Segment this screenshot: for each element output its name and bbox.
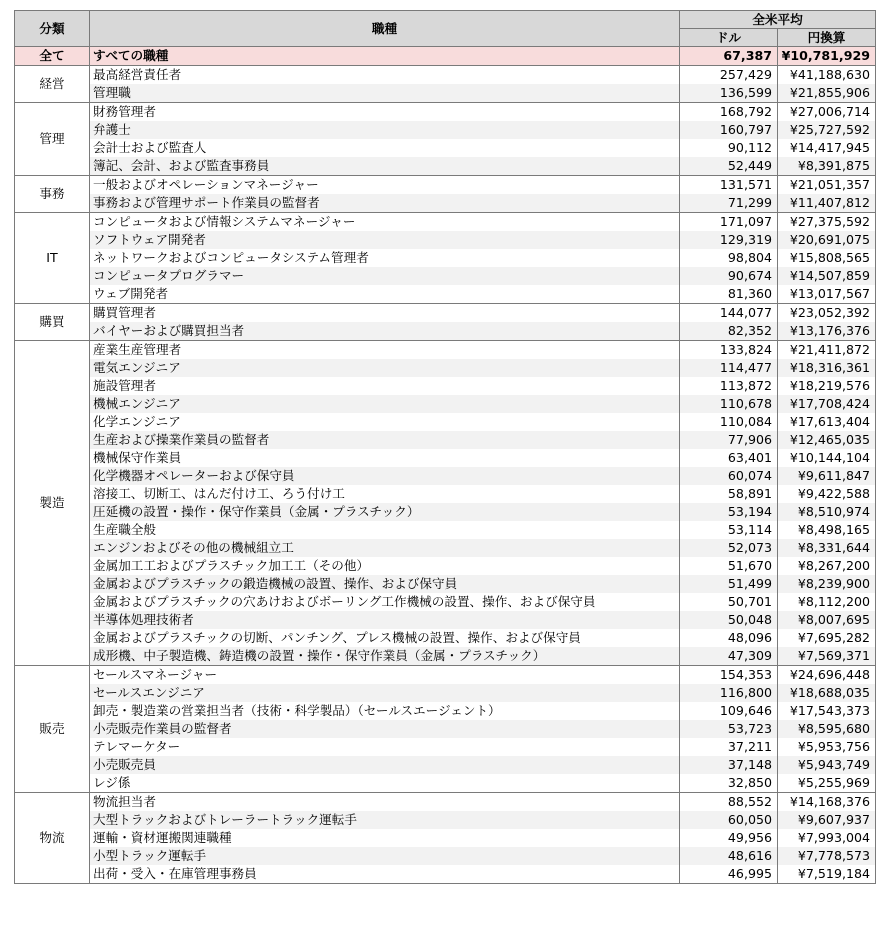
jpy-cell: ¥41,188,630: [778, 66, 876, 85]
table-row: [15, 103, 876, 122]
usd-cell: 53,723: [680, 720, 778, 738]
job-cell: 管理職: [90, 84, 680, 103]
job-cell: 一般およびオペレーションマネージャー: [90, 176, 680, 195]
usd-cell: 46,995: [680, 865, 778, 884]
usd-cell: 98,804: [680, 249, 778, 267]
jpy-cell: ¥14,507,859: [778, 267, 876, 285]
job-cell: 大型トラックおよびトレーラートラック運転手: [90, 811, 680, 829]
table-row: [15, 793, 876, 812]
table-body: [15, 47, 876, 884]
usd-cell: 60,074: [680, 467, 778, 485]
table-row: [15, 557, 876, 575]
usd-header: ドル: [680, 29, 778, 47]
category-cell: 物流: [15, 793, 90, 884]
jpy-cell: ¥21,855,906: [778, 84, 876, 103]
job-cell: 溶接工、切断工、はんだ付け工、ろう付け工: [90, 485, 680, 503]
table-row: [15, 213, 876, 232]
usd-cell: 160,797: [680, 121, 778, 139]
table-row: [15, 684, 876, 702]
job-cell: 産業生産管理者: [90, 341, 680, 360]
table-row: [15, 593, 876, 611]
salary-table-container: [14, 10, 876, 884]
job-cell: 小型トラック運転手: [90, 847, 680, 865]
table-row: [15, 157, 876, 176]
total-category: 全て: [15, 47, 90, 66]
jpy-cell: ¥7,778,573: [778, 847, 876, 865]
jpy-cell: ¥10,144,104: [778, 449, 876, 467]
table-row: [15, 395, 876, 413]
job-cell: 化学エンジニア: [90, 413, 680, 431]
usd-cell: 110,678: [680, 395, 778, 413]
jpy-cell: ¥9,607,937: [778, 811, 876, 829]
table-row: [15, 738, 876, 756]
jpy-cell: ¥7,569,371: [778, 647, 876, 666]
job-cell: コンピュータおよび情報システムマネージャー: [90, 213, 680, 232]
jpy-cell: ¥21,411,872: [778, 341, 876, 360]
table-row: [15, 756, 876, 774]
jpy-cell: ¥8,239,900: [778, 575, 876, 593]
job-cell: 小売販売作業員の監督者: [90, 720, 680, 738]
jpy-cell: ¥18,219,576: [778, 377, 876, 395]
jpy-cell: ¥23,052,392: [778, 304, 876, 323]
job-cell: 卸売・製造業の営業担当者（技術・科学製品）（セールスエージェント）: [90, 702, 680, 720]
table-row: [15, 176, 876, 195]
jpy-cell: ¥13,017,567: [778, 285, 876, 304]
jpy-cell: ¥25,727,592: [778, 121, 876, 139]
usd-cell: 51,499: [680, 575, 778, 593]
usd-cell: 116,800: [680, 684, 778, 702]
job-cell: 運輸・資材運搬関連職種: [90, 829, 680, 847]
table-row: [15, 539, 876, 557]
table-row: [15, 285, 876, 304]
table-row: [15, 647, 876, 666]
job-cell: 物流担当者: [90, 793, 680, 812]
table-row: [15, 66, 876, 85]
job-cell: 簿記、会計、および監査事務員: [90, 157, 680, 176]
jpy-cell: ¥5,953,756: [778, 738, 876, 756]
jpy-cell: ¥8,007,695: [778, 611, 876, 629]
job-cell: 生産および操業作業員の監督者: [90, 431, 680, 449]
usd-cell: 53,114: [680, 521, 778, 539]
jpy-cell: ¥7,695,282: [778, 629, 876, 647]
table-row: [15, 811, 876, 829]
job-cell: 事務および管理サポート作業員の監督者: [90, 194, 680, 213]
jpy-cell: ¥18,316,361: [778, 359, 876, 377]
jpy-cell: ¥15,808,565: [778, 249, 876, 267]
job-cell: 半導体処理技術者: [90, 611, 680, 629]
job-cell: コンピュータプログラマー: [90, 267, 680, 285]
job-cell: エンジンおよびその他の機械組立工: [90, 539, 680, 557]
job-cell: 化学機器オペレーターおよび保守員: [90, 467, 680, 485]
usd-cell: 60,050: [680, 811, 778, 829]
table-row: [15, 249, 876, 267]
usd-cell: 37,148: [680, 756, 778, 774]
jpy-cell: ¥8,510,974: [778, 503, 876, 521]
table-row: [15, 231, 876, 249]
jpy-cell: ¥8,391,875: [778, 157, 876, 176]
jpy-cell: ¥27,006,714: [778, 103, 876, 122]
job-cell: テレマーケター: [90, 738, 680, 756]
jpy-cell: ¥7,519,184: [778, 865, 876, 884]
usd-cell: 53,194: [680, 503, 778, 521]
table-row: [15, 194, 876, 213]
average-header: 全米平均: [680, 11, 876, 29]
job-cell: 成形機、中子製造機、鋳造機の設置・操作・保守作業員（金属・プラスチック）: [90, 647, 680, 666]
job-cell: 金属およびプラスチックの鍛造機械の設置、操作、および保守員: [90, 575, 680, 593]
usd-cell: 114,477: [680, 359, 778, 377]
usd-cell: 82,352: [680, 322, 778, 341]
table-row: [15, 377, 876, 395]
category-cell: 管理: [15, 103, 90, 176]
usd-cell: 136,599: [680, 84, 778, 103]
job-cell: 出荷・受入・在庫管理事務員: [90, 865, 680, 884]
usd-cell: 113,872: [680, 377, 778, 395]
jpy-cell: ¥8,595,680: [778, 720, 876, 738]
total-usd: 67,387: [680, 47, 778, 66]
table-row: [15, 865, 876, 884]
job-cell: 機械エンジニア: [90, 395, 680, 413]
category-cell: 購買: [15, 304, 90, 341]
usd-cell: 52,449: [680, 157, 778, 176]
category-header: 分類: [15, 11, 90, 47]
jpy-cell: ¥8,267,200: [778, 557, 876, 575]
usd-cell: 32,850: [680, 774, 778, 793]
jpy-cell: ¥18,688,035: [778, 684, 876, 702]
jpy-cell: ¥14,168,376: [778, 793, 876, 812]
jpy-cell: ¥5,255,969: [778, 774, 876, 793]
job-cell: バイヤーおよび購買担当者: [90, 322, 680, 341]
job-cell: 電気エンジニア: [90, 359, 680, 377]
usd-cell: 109,646: [680, 702, 778, 720]
job-header: 職種: [90, 11, 680, 47]
total-jpy: ¥10,781,929: [778, 47, 876, 66]
usd-cell: 133,824: [680, 341, 778, 360]
usd-cell: 168,792: [680, 103, 778, 122]
job-cell: セールスエンジニア: [90, 684, 680, 702]
jpy-cell: ¥24,696,448: [778, 666, 876, 685]
table-row: [15, 467, 876, 485]
job-cell: 金属加工工およびプラスチック加工工（その他）: [90, 557, 680, 575]
table-row: [15, 829, 876, 847]
table-row: [15, 503, 876, 521]
usd-cell: 63,401: [680, 449, 778, 467]
usd-cell: 71,299: [680, 194, 778, 213]
usd-cell: 50,701: [680, 593, 778, 611]
jpy-cell: ¥13,176,376: [778, 322, 876, 341]
table-row: [15, 267, 876, 285]
table-row: [15, 521, 876, 539]
jpy-cell: ¥9,611,847: [778, 467, 876, 485]
usd-cell: 144,077: [680, 304, 778, 323]
jpy-cell: ¥17,613,404: [778, 413, 876, 431]
table-row: [15, 774, 876, 793]
usd-cell: 129,319: [680, 231, 778, 249]
table-row: [15, 666, 876, 685]
jpy-cell: ¥12,465,035: [778, 431, 876, 449]
usd-cell: 50,048: [680, 611, 778, 629]
usd-cell: 77,906: [680, 431, 778, 449]
category-cell: 経営: [15, 66, 90, 103]
job-cell: 金属およびプラスチックの切断、パンチング、プレス機械の設置、操作、および保守員: [90, 629, 680, 647]
job-cell: セールスマネージャー: [90, 666, 680, 685]
usd-cell: 110,084: [680, 413, 778, 431]
jpy-cell: ¥27,375,592: [778, 213, 876, 232]
table-row: [15, 139, 876, 157]
total-job: すべての職種: [90, 47, 680, 66]
job-cell: ウェブ開発者: [90, 285, 680, 304]
usd-cell: 90,112: [680, 139, 778, 157]
jpy-cell: ¥20,691,075: [778, 231, 876, 249]
table-row: [15, 702, 876, 720]
category-cell: 販売: [15, 666, 90, 793]
table-row: [15, 413, 876, 431]
jpy-cell: ¥21,051,357: [778, 176, 876, 195]
jpy-cell: ¥14,417,945: [778, 139, 876, 157]
table-row: [15, 322, 876, 341]
category-cell: 製造: [15, 341, 90, 666]
table-row: [15, 611, 876, 629]
job-cell: 購買管理者: [90, 304, 680, 323]
job-cell: ソフトウェア開発者: [90, 231, 680, 249]
table-row: [15, 431, 876, 449]
job-cell: ネットワークおよびコンピュータシステム管理者: [90, 249, 680, 267]
salary-table: [14, 10, 876, 884]
category-cell: IT: [15, 213, 90, 304]
jpy-cell: ¥11,407,812: [778, 194, 876, 213]
usd-cell: 51,670: [680, 557, 778, 575]
usd-cell: 257,429: [680, 66, 778, 85]
job-cell: 金属およびプラスチックの穴あけおよびボーリング工作機械の設置、操作、および保守員: [90, 593, 680, 611]
table-row: [15, 847, 876, 865]
job-cell: 小売販売員: [90, 756, 680, 774]
header-row-top: [15, 11, 876, 29]
usd-cell: 52,073: [680, 539, 778, 557]
jpy-cell: ¥7,993,004: [778, 829, 876, 847]
job-cell: レジ係: [90, 774, 680, 793]
job-cell: 圧延機の設置・操作・保守作業員（金属・プラスチック）: [90, 503, 680, 521]
table-row: [15, 629, 876, 647]
category-cell: 事務: [15, 176, 90, 213]
usd-cell: 48,616: [680, 847, 778, 865]
job-cell: 生産職全般: [90, 521, 680, 539]
total-row: [15, 47, 876, 66]
usd-cell: 171,097: [680, 213, 778, 232]
usd-cell: 47,309: [680, 647, 778, 666]
usd-cell: 49,956: [680, 829, 778, 847]
usd-cell: 48,096: [680, 629, 778, 647]
usd-cell: 90,674: [680, 267, 778, 285]
jpy-cell: ¥9,422,588: [778, 485, 876, 503]
job-cell: 施設管理者: [90, 377, 680, 395]
job-cell: 機械保守作業員: [90, 449, 680, 467]
job-cell: 弁護士: [90, 121, 680, 139]
usd-cell: 154,353: [680, 666, 778, 685]
usd-cell: 58,891: [680, 485, 778, 503]
jpy-cell: ¥8,112,200: [778, 593, 876, 611]
table-row: [15, 359, 876, 377]
jpy-cell: ¥8,498,165: [778, 521, 876, 539]
table-row: [15, 84, 876, 103]
jpy-cell: ¥5,943,749: [778, 756, 876, 774]
usd-cell: 81,360: [680, 285, 778, 304]
jpy-header: 円換算: [778, 29, 876, 47]
jpy-cell: ¥17,708,424: [778, 395, 876, 413]
table-row: [15, 485, 876, 503]
usd-cell: 131,571: [680, 176, 778, 195]
table-row: [15, 449, 876, 467]
usd-cell: 37,211: [680, 738, 778, 756]
job-cell: 最高経営責任者: [90, 66, 680, 85]
table-row: [15, 304, 876, 323]
usd-cell: 88,552: [680, 793, 778, 812]
job-cell: 財務管理者: [90, 103, 680, 122]
table-row: [15, 121, 876, 139]
jpy-cell: ¥17,543,373: [778, 702, 876, 720]
table-row: [15, 341, 876, 360]
jpy-cell: ¥8,331,644: [778, 539, 876, 557]
table-row: [15, 720, 876, 738]
table-row: [15, 575, 876, 593]
job-cell: 会計士および監査人: [90, 139, 680, 157]
